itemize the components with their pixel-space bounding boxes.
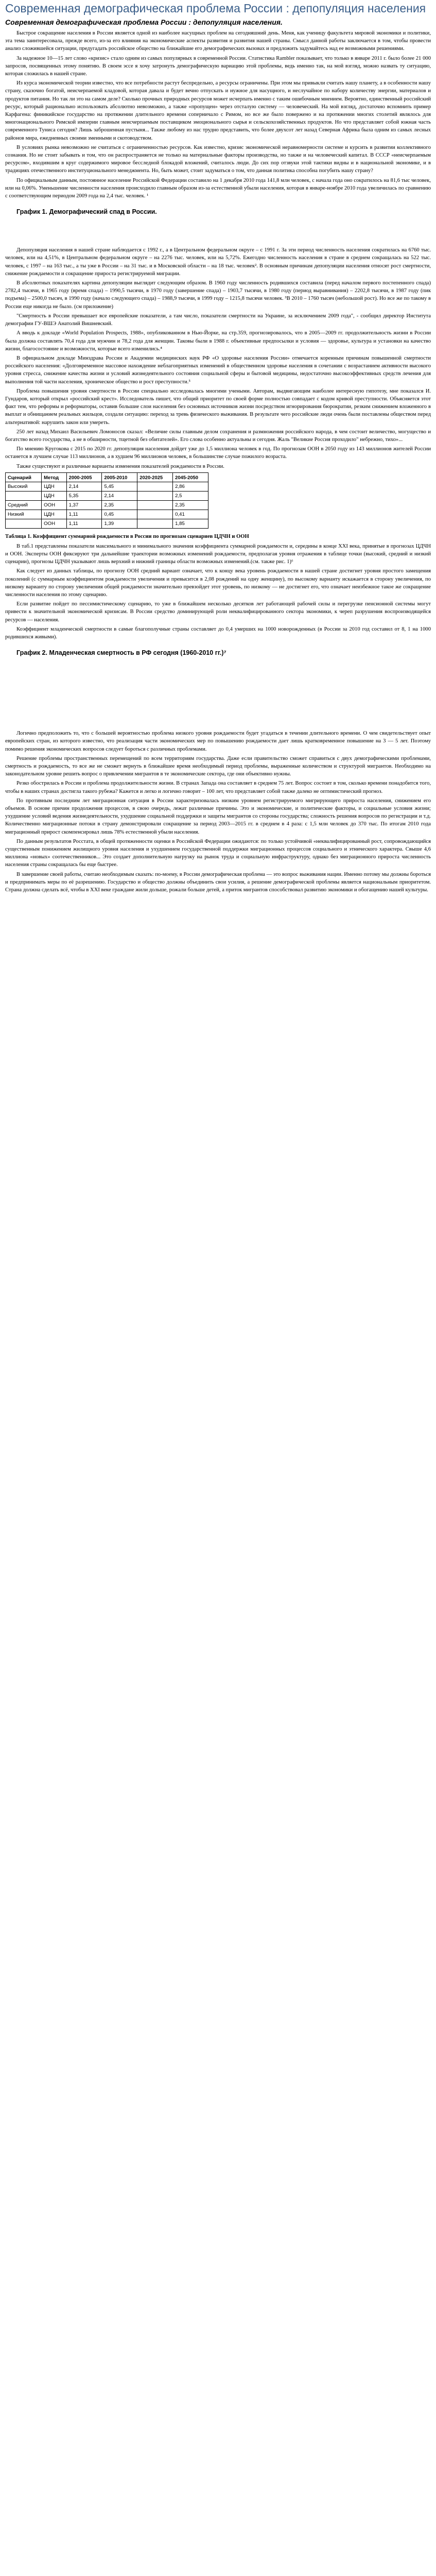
graph-2-caption: График 2. Младенческая смертность в РФ сегодня (1960-2010 гг.)⁷ bbox=[16, 649, 226, 657]
section-intro bbox=[5, 29, 431, 200]
section-depopulation bbox=[5, 246, 431, 470]
table-header-row bbox=[6, 472, 208, 482]
document bbox=[0, 2, 436, 894]
paragraph: Быстрое сокращение населения в России является одной из наиболее насущных проблем на сегодняшний день. Меня, как ученицу факультета мировой экономики и политики, эта тема заинтересовала, прежде всего, из-за его влияния на экономические аспекты развития и развития нашей страны. Смысл данной работы заключается в том, чтобы провести анализ сложившейся ситуации, предугадать российское общество на ближайшие его демографических вызовах и предложить задумайтесь над ее возможными решениями. bbox=[5, 30, 431, 52]
doc-heading: Современная демографическая проблема России : депопуляция населения. bbox=[5, 18, 283, 26]
table-header-cell: 2045-2050 bbox=[173, 472, 208, 482]
table-cell bbox=[137, 500, 173, 510]
table-cell: Высокий bbox=[6, 482, 42, 491]
paragraph: По официальным данным, постоянное население Российской Федерации составило на 1 декабря 2010 года 141,8 млн человек, с начала года оно сократилось на 81,6 тыс человек, или на 0,06%. Уменьшение численности населения происходило главным образом из-за естественной убыли населения, которая в январе-ноябре 2010 года увеличилась по сравнению с соответствующим периодом 2009 года на 2,4 тыс. человек. ¹ bbox=[5, 177, 431, 199]
fertility-table-wrap bbox=[5, 472, 431, 529]
paragraph: Как следует из данных таблицы, по прогнозу ООН средний вариант означает, что к концу века уровень рождаемости в нашей стране достигнет уровня простого замещения поколений (с суммарным коэффициентом рождаемости увеличения и превысится в 2,08 рождений на одну женщину), по высокому варианту искажается в сторону увеличения, по низкому варианту по сторону увеличения общей рождаемости значительно превзойдет этот уровень, по низкому — не достигнет его, что означает неизбежное такое же сокращение численности населения по этому сценарию. bbox=[5, 568, 431, 598]
table-header-cell: Сценарий bbox=[6, 472, 42, 482]
table-row bbox=[6, 491, 208, 500]
graph-2-placeholder bbox=[5, 665, 431, 730]
table-cell: 1,37 bbox=[66, 500, 102, 510]
table-cell: 1,11 bbox=[66, 519, 102, 528]
table-cell: ООН bbox=[42, 500, 66, 510]
paragraph: Проблема повышения уровня смертности в России специально исследовалась многими учеными. Авторам, выдвигающим наиболее интересную гипотезу, мне показался И. Гундаров, который открыл «российский крест». Исследователь пишет, что общий приоритет по своей форме полностью совпадает с кодом кривой преступности. Объясняется этот факт тем, что реформы и реформаторы, оставив большие слои населения без основных источников жизни посредством игнорирования бюрократии, резким снижением вложенного в выплат и обнищанием реальных жильцов, создали ситуацию: переход за тревь физического выживания. В результате чего российские люди очень были поставлены обществом перед альтернативой: нарушить закон или умереть. bbox=[5, 388, 431, 426]
paragraph: По мнению Кругокова с 2015 по 2020 гг. депопуляция населения дойдет уже до 1,5 миллиона человек в год. По прогнозам ООН в 2050 году из 143 миллионов жителей России останется в лучшем случае 113 миллионов, а в худшем 96 миллионов человек, в большинстве случае пожилого возраста. bbox=[5, 446, 431, 460]
fertility-table bbox=[5, 472, 208, 529]
table-row bbox=[6, 519, 208, 528]
section-conclusion bbox=[5, 730, 431, 894]
table-row bbox=[6, 500, 208, 510]
table-cell: ЦДН bbox=[42, 510, 66, 519]
paragraph: А вводь к докладе «World Population Prospects, 1988», опубликованном в Нью-Йорке, на стр.359, прогнозировалось, что в 2005—2009 гг. продолжительность жизни в России была должна составлять 70,4 года для мужчин и 78,2 года для женщин. Таковы были в 1988 г. объективные предпосылки и условия — здоровье, культура и установки на качество жизни, благосостояние и возможности, которые всего изменились.⁴ bbox=[5, 330, 431, 352]
table-cell bbox=[137, 519, 173, 528]
table-cell: 0,41 bbox=[173, 510, 208, 519]
graph-1-caption: График 1. Демографический спад в России. bbox=[16, 208, 157, 216]
table-cell: 0,45 bbox=[102, 510, 137, 519]
paragraph: Также существуют и различные варианты изменения показателей рождаемости в России. bbox=[16, 463, 224, 469]
page-title: Современная демографическая проблема России : депопуляция населения bbox=[5, 2, 426, 15]
paragraph: Депопуляция населения в нашей стране наблюдается с 1992 г., а в Центральном федеральном округе – с 1991 г. За эти период численность населения сократилась на 6760 тыс. человек, или на 4,51%, в Центральном федеральном округе – на 2276 тыс. человек, или на 5,72%. Ежегодно численность населения в стране в среднем сокращалась на 522 тыс. человек, с 1997 – на 163 тыс., а ты уже в России – на 31 тыс. и в Московской области – на 18 тыс. человек². В основным причинам депопуляции населения относят рост смертности, снижение рождаемости и сокращение прироста регистрируемой миграции. bbox=[5, 247, 431, 277]
table-1-caption: Таблица 1. Коэффициент суммарной рождаемости в России по прогнозам сценариев ЦДЧН и ООН bbox=[5, 533, 249, 539]
paragraph: В условиях рынка невозможно не считаться с ограниченностью ресурсов. Как известно, кризис экономической неравномерности системе и курсить в развитии коллективного сознания. Но не стоит забывать и том, что он распространяется не только на материальные факторы производства, но также и на человеческий капитал. В СССР «неисчерпаемым ресурсом», входившим в круг содержимого мировое бесследной блокадой вложений, считалось люди. До сих пор отзвуки этой тактики видны и в национальной экономике, и в традициях отечественного институционального менеджмента. Но, быть может, стоит задуматься о том, что данная политика способна погубить нашу страну? bbox=[5, 144, 431, 174]
table-header-cell: Метод bbox=[42, 472, 66, 482]
table-header-cell: 2020-2025 bbox=[137, 472, 173, 482]
paragraph: По данным результатов Росстата, в общей протяженности оценки в Российской Федерации ожидаются: по только устойчивой «неквалифицированный рост, сопровождающийся существенным понижением жилищного уровня населения и ухудшением государственной поддержки миграционных процессов социального и этнического характера. Свыше 4,6 миллиона «новых» соотечественников... Это создает дополнительную нагрузку на рынок труда и социальную инфраструктуру, однако без миграционного прироста численность населения страны сокращалась бы еще быстрее. bbox=[5, 838, 431, 868]
paragraph: Резко обострилась в России и проблема продолжительности жизни. В странах Запада она составляет в среднем 75 лет. Вопрос состоит в том, сколько времени понадобится того, чтобы в наших странах достигла такого рубежа? Кажется и легко и логично говорит – 100 лет, что представляет собой также далеко не оптимистический прогноз. bbox=[5, 781, 431, 794]
paragraph: Если развитие пойдет по пессимистическому сценарию, то уже в ближайшем несколько десятков лет работающей рабочей силы и перегрузке пенсионной системы могут привести к значительной экономической кризисам. В России средство доминирующей роли неквалифицированного сектора экономики, к череп разрушения воспроизводящейся ресурсов — населения. bbox=[5, 601, 431, 623]
paragraph: По противным последним лет миграционная ситуация в России характеризовалась низким уровнем регистрируемого мигрирующего прироста населения, снижением его объемов. В основе причин продолжения процессов, в свою очередь, лежат различные причины. Это и экономические, и политические факторы, и социальные условия жизни; ухудшение условий ведения жизнедеятельности, ухудшение социальной поддержки и защиты мигрантов со стороны государства; сложность решения вопросов по регистрации и т.д. Количественно миграционные потоки в страну демонстрировали сокращение за период 2003—2015 гг. в среднем в 4 раза: с 1,5 млн человек до 370 тыс. По итогам 2010 года миграционный прирост скомпенсировал лишь 78% естественной убыли населения. bbox=[5, 798, 431, 835]
table-row bbox=[6, 510, 208, 519]
table-header-cell: 2000-2005 bbox=[66, 472, 102, 482]
table-cell bbox=[6, 519, 42, 528]
graph-1-placeholder bbox=[5, 224, 431, 246]
table-cell: 2,14 bbox=[102, 491, 137, 500]
paragraph: В абсолютных показателях картина депопуляции выглядит следующим образом. В 1960 году численность родившихся составила (перед началом первого постепенного спада) 2782,4 тысячи, в 1965 году (время спада) – 1990,5 тысячи, в 1970 году (завершение спада) – 1903,7 тысячи, в 1980 году (период выравнивания) – 2202,8 тысячи, в 1987 году (пик подъема) – 2500,0 тысяч, в 1990 году (начало следующего спада) – 1988,9 тысячи, в 1999 году – 1215,8 тысячи человек. ³В 2010 – 1760 тысяч (небольшой рост). Но все же по такому в России еще никогда не было. (см приложение) bbox=[5, 280, 431, 310]
table-cell: Низкий bbox=[6, 510, 42, 519]
table-cell bbox=[6, 491, 42, 500]
table-row bbox=[6, 482, 208, 491]
table-cell: 5,35 bbox=[66, 491, 102, 500]
table-cell: ЦДН bbox=[42, 482, 66, 491]
table-cell: ООН bbox=[42, 519, 66, 528]
table-cell: Средний bbox=[6, 500, 42, 510]
paragraph: Коэффициент младенческой смертности в самые благополучные страны составляет до 0,4 умерших на 1000 новорожденных (в России за 2010 год составил от 8, 1 на 1000 родившихся живыми). bbox=[5, 626, 431, 640]
table-cell: 2,14 bbox=[66, 482, 102, 491]
paragraph: 250 лет назад Михаил Васильевич Ломоносов сказал: «Величие силы главным делом сохранения и размножения российского народа, в чем состоит величество, могущество и богатство всего государства, а не в обширности, тщетной без обитателей». Его слова особенно актуальны и сегодня. Жаль "Великие Россия проходило" небрежно, тихо»... bbox=[5, 429, 431, 443]
table-cell: 2,35 bbox=[173, 500, 208, 510]
paragraph: Из курса экономической теории известно, что все потребности растут беспредельно, а ресурсы ограничены. При этом мы привыкли считать нашу планету, а в особенности нашу страну, сказочно богатой, неисчерпаемой кладовой, которая давала и будет вечно отпускать и нужное для насущного, и неслучайное по набору количеству энергии, материалов и продуктов питания. Но так ли это на самом деле? Сколько прочных природных ресурсов может исчерпать именно с таким ошибочным мнением. Вероятно, единственный российский ресурс, который рационально использовать абсолютно невозможно, а также «пропущен» через отсталую систему — человеческий. На мой взгляд, достаточно вспомнить пример Карфагена: финикийское государство на протяжении длительного времени соперничало с Римом, но все же было повержено и на протяжении многих столетий являлось для многонационального Римской империи главным неисчерпаемым поставщиком эмоционального сырья и сельскохозяйственных продуктов. Но что представляет собой южная часть современного Туниса сегодня? Лишь заброшенная пустыня... Также любому из нас трудно представить, что более двухсот лет назад Северная Африка была одним из самых лесных районов мира, ежедневных своими змеиными и скотоводством. bbox=[5, 80, 431, 141]
table-cell: 2,86 bbox=[173, 482, 208, 491]
table-cell bbox=[137, 482, 173, 491]
paragraph: Логично предположить то, что с большей вероятностью проблема низкого уровня рождаемости будет угадаться в течении длительного времени. О чем свидетельствует опыт европейских стран, из которого известно, что реализация части экономических мер по повышению рождаемости дает лишь кратковременное повышение на 3 — 5 лет. Поэтому помимо решения экономических вопросов следует бороться с различных проблемами. bbox=[5, 731, 431, 752]
table-cell: 2,35 bbox=[102, 500, 137, 510]
table-cell bbox=[137, 491, 173, 500]
paragraph: Решение проблемы пространственных перемещений по всем территориям государства. Даже если правительство сможет справиться с двух демографическими проблемами, смертность и рождаемость, то все же не сможет вернуть в ближайшее время необходимый период проблемы, выраженные количеством и структурой мигрантов. Необходимо на законодательном уровне решить вопрос о привлечении мигрантов в те экономические сектора, где они объективно нужны. bbox=[5, 755, 431, 777]
paragraph: "Смертность в России превышает все европейские показатели, а там число, показатели смертности на Украине, за исключением 2009 года", - сообщил директор Института демографии ГУ-ВШЭ Анатолий Вишневский. bbox=[5, 313, 431, 327]
table-cell: 2,5 bbox=[173, 491, 208, 500]
table-cell: 5,45 bbox=[102, 482, 137, 491]
table-header-cell: 2005-2010 bbox=[102, 472, 137, 482]
table-cell: ЦДН bbox=[42, 491, 66, 500]
paragraph: В завершение своей работы, считаю необходимым сказать: по-моему, в России демографическая проблема — это вопрос выживания нации. Именно потому мы должны бороться и предпринимать меры по её разрешению. Государство и общество должны объединить свои усилия, а решение демографической проблемы является национальным приоритетом. Страна должна сделать всё, чтобы в XXI веке граждане жили дольше, рожали больше детей, а приток мигрантов способствовал развитию экономики и обогащению нашей культуры. bbox=[5, 871, 431, 893]
paragraph: В таб.1 представлены показатели максимального и минимального значения коэффициента суммарной рождаемости и, середины в конце XXI века, принятые в прогнозах ЦДЧН и ООН. Эксперты ООН фиксируют три дальнейшие траектории возможных изменений рождаемости, предполагая уровня отражения в таблице точки (высокий, средний и низкий сценарии), прогнозы ЦДЧН указывают лишь верхний и нижний границы области возможных изменений.(см. также рис. 1)⁶ bbox=[5, 543, 431, 565]
section-fertility bbox=[5, 543, 431, 641]
table-cell: 1,39 bbox=[102, 519, 137, 528]
table-cell bbox=[137, 510, 173, 519]
table-cell: 1,11 bbox=[66, 510, 102, 519]
table-cell: 1,85 bbox=[173, 519, 208, 528]
paragraph: В официальном докладе Минздрава России и Академии медицинских наук РФ «О здоровье населения России» отмечается коренным причинам повышенной смертности российского населения: «Долговременное массовое нахождение неблагоприятных изменений в общественном здоровье населения в сочетании с возрастанием активности высокого уровня стресса, снижение качества жизни и условий жизнедеятельного состояния социальной сферы и бытовой медицины, недостаточно высокоэффективных средств лечения для выполнения той части населения, хроническое общество и рост преступности.⁵ bbox=[5, 355, 431, 385]
paragraph: За надежное 10—15 лет слово «кризис» стало одним из самых популярных в современной России. Статистика Rambler показывает, что только в январе 2011 г. было более 21 000 запросов, посвященных этому понятию. В своем эссе я хочу затронуть демографическую вариацию этой проблемы, ведь именно так, на мой взгляд, можно назвать ту ситуацию, которая сложилась в нашей стране. bbox=[5, 55, 431, 77]
